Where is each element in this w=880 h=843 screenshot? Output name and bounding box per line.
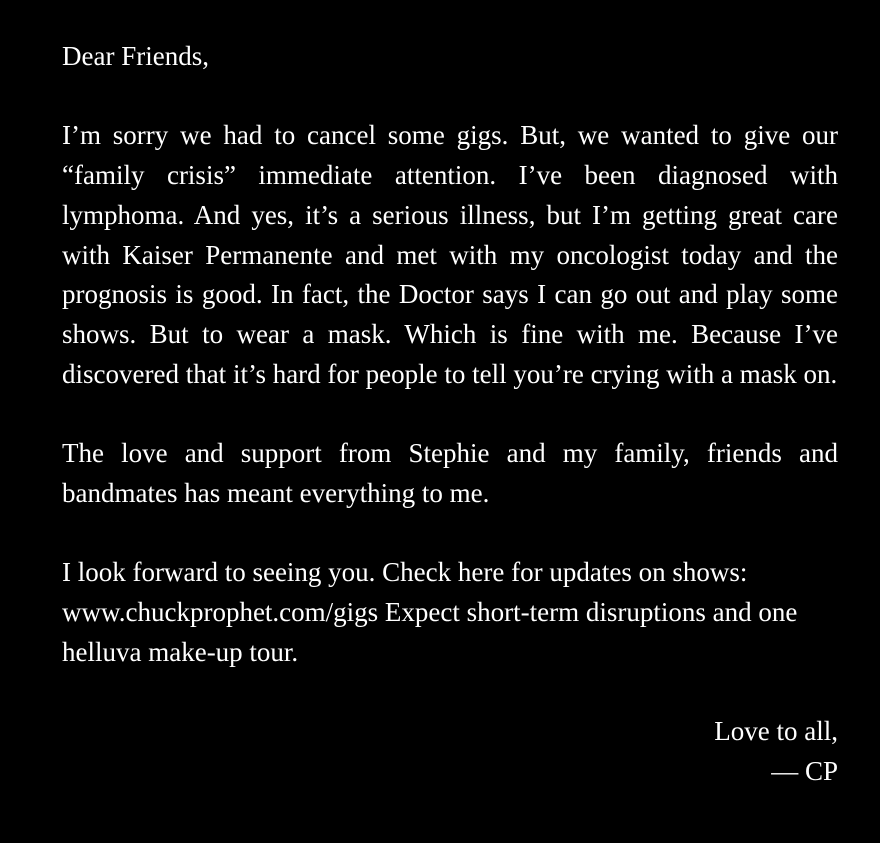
- closing: Love to all,: [714, 715, 838, 746]
- signoff: [62, 712, 838, 791]
- paragraph-diagnosis: I’m sorry we had to cancel some gigs. But, we wanted to give our “family crisis” immediate attention. I’ve been diagnosed with lymphoma. And yes, it’s a serious illness, but I’m getting great care with Kaiser Permanente and met with my oncologist today and the prognosis is good. In fact, the Doctor says I can go out and play some shows. But to wear a mask. Which is fine with me. Because I’ve discovered that it’s hard for people to tell you’re crying with a mask on.: [62, 120, 838, 389]
- paragraph-support: The love and support from Stephie and my family, friends and bandmates has meant everything to me.: [62, 438, 838, 508]
- signature: — CP: [771, 755, 838, 786]
- letter: [62, 37, 838, 791]
- salutation: Dear Friends,: [62, 41, 209, 71]
- paragraph-updates: I look forward to seeing you. Check here for updates on shows: www.chuckprophet.com/gigs Expect short-term disruptions and one helluva make-up tour.: [62, 557, 798, 667]
